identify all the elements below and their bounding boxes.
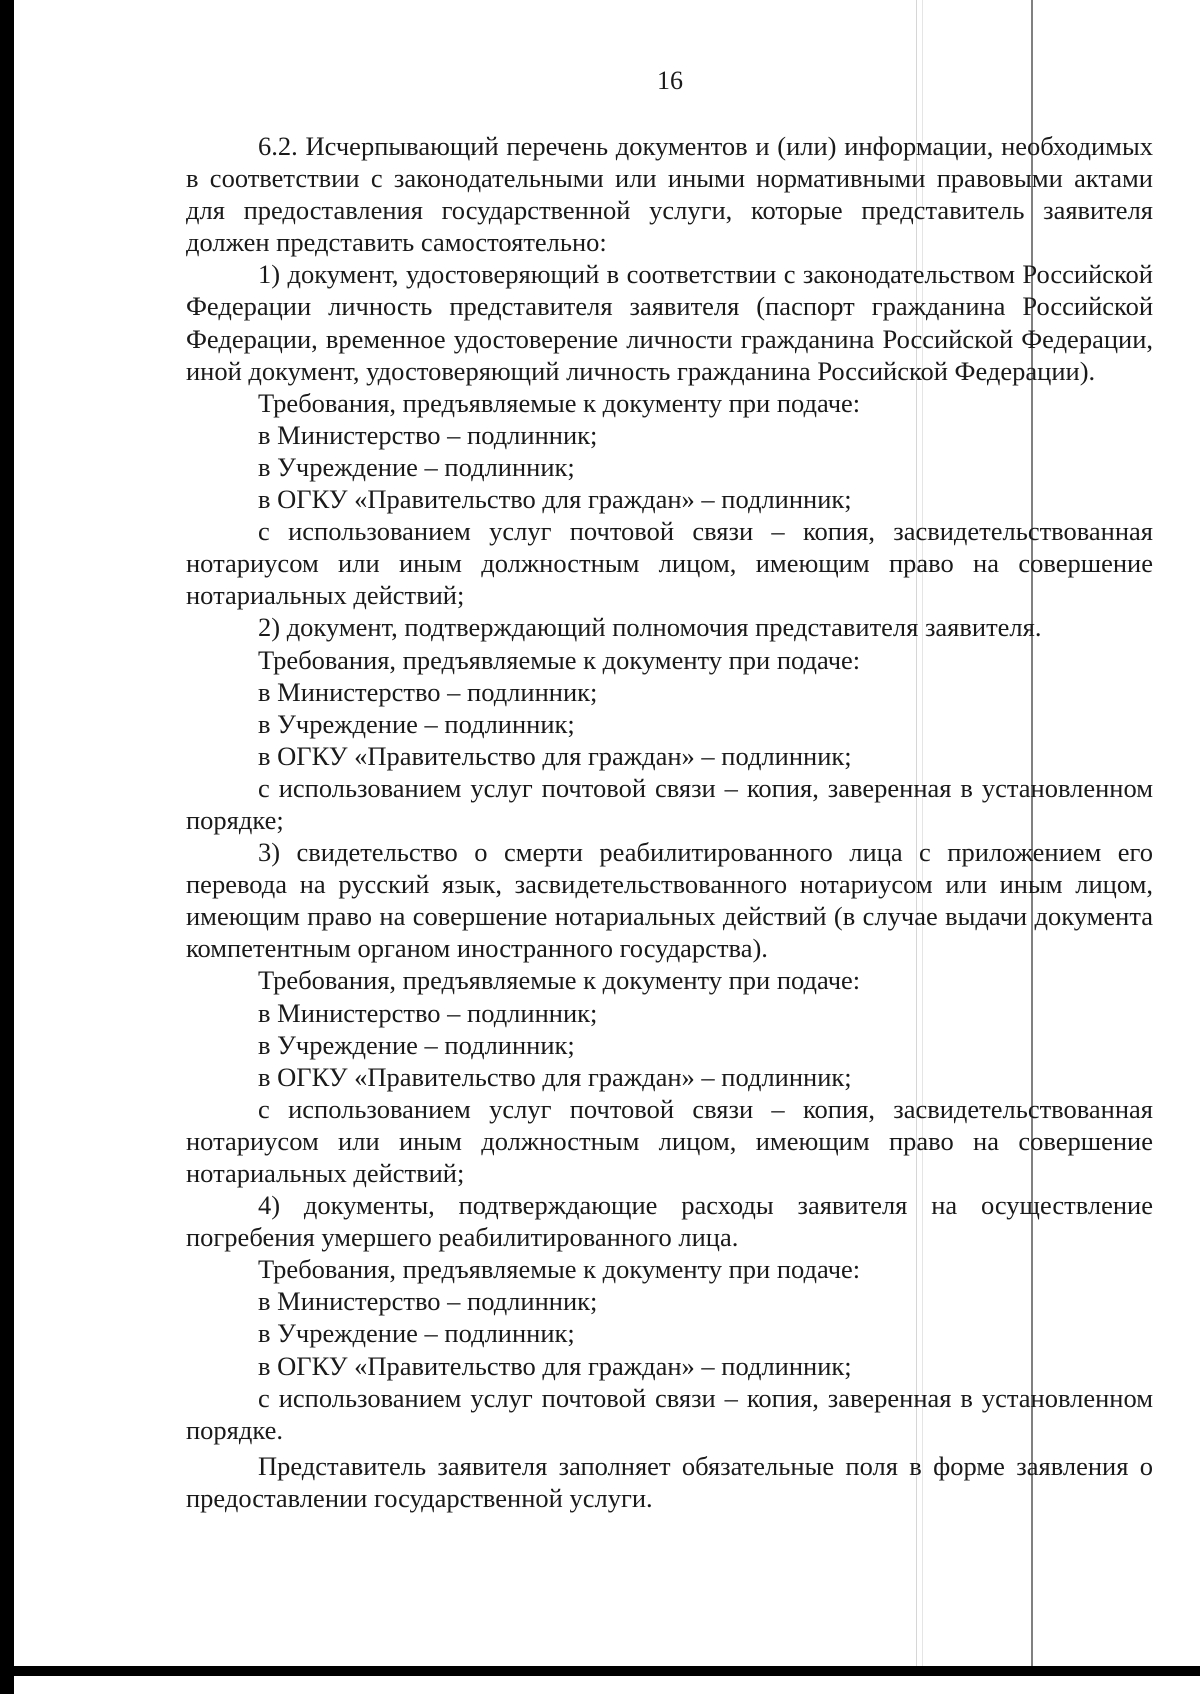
section-paragraph: 6.2. Исчерпывающий перечень документов и (или) информации, необходимых в соответствии с законодательными или иными нормативными правовыми актами для предоставления государственной услуги, которые представитель заявителя должен представить самостоятельно:: [186, 131, 1153, 258]
document-body: [186, 130, 1153, 1514]
requirement-line: с использованием услуг почтовой связи – копия, засвидетельствованная нотариусом или иным должностным лицом, имеющим право на совершение нотариальных действий;: [186, 1093, 1153, 1188]
requirement-line: в ОГКУ «Правительство для граждан» – подлинник;: [258, 1061, 852, 1092]
list-item-paragraph: 2) документ, подтверждающий полномочия представителя заявителя.: [258, 612, 1042, 643]
requirements-heading: Требования, предъявляемые к документу при подаче:: [258, 1254, 861, 1285]
requirement-line: в Учреждение – подлинник;: [258, 1029, 575, 1060]
requirement-line: в ОГКУ «Правительство для граждан» – подлинник;: [258, 740, 852, 771]
scan-border-bottom: [0, 1666, 1200, 1676]
requirements-heading: Требования, предъявляемые к документу при подаче:: [258, 387, 861, 418]
requirement-line: с использованием услуг почтовой связи – копия, засвидетельствованная нотариусом или иным должностным лицом, имеющим право на совершение нотариальных действий;: [186, 516, 1153, 611]
requirements-heading: Требования, предъявляемые к документу при подаче:: [258, 644, 861, 675]
requirement-line: в ОГКУ «Правительство для граждан» – подлинник;: [258, 484, 852, 515]
requirement-line: с использованием услуг почтовой связи – копия, заверенная в установленном порядке;: [186, 772, 1153, 835]
requirement-line: в Учреждение – подлинник;: [258, 1318, 575, 1349]
closing-paragraph: Представитель заявителя заполняет обязательные поля в форме заявления о предоставлении государственной услуги.: [186, 1450, 1153, 1513]
requirement-line: в Учреждение – подлинник;: [258, 708, 575, 739]
requirement-line: в ОГКУ «Правительство для граждан» – подлинник;: [258, 1350, 852, 1381]
page-number: 16: [657, 66, 683, 95]
list-item-paragraph: 1) документ, удостоверяющий в соответствии с законодательством Российской Федерации личность представителя заявителя (паспорт гражданина Российской Федерации, временное удостоверение личности гражданина Российской Федерации, иной документ, удостоверяющий личность гражданина Российской Федерации).: [186, 259, 1153, 386]
list-item-paragraph: 4) документы, подтверждающие расходы заявителя на осуществление погребения умершего реабилитированного лица.: [186, 1190, 1153, 1253]
requirement-line: с использованием услуг почтовой связи – копия, заверенная в установленном порядке.: [186, 1382, 1153, 1445]
scan-border-left: [0, 0, 14, 1694]
requirement-line: в Министерство – подлинник;: [258, 419, 598, 450]
requirement-line: в Министерство – подлинник;: [258, 1286, 598, 1317]
requirement-line: в Министерство – подлинник;: [258, 997, 598, 1028]
list-item-paragraph: 3) свидетельство о смерти реабилитированного лица с приложением его перевода на русский язык, засвидетельствованного нотариусом или иным лицом, имеющим право на совершение нотариальных действий (в случае выдачи документа компетентным органом иностранного государства).: [186, 837, 1153, 964]
requirement-line: в Учреждение – подлинник;: [258, 451, 575, 482]
requirement-line: в Министерство – подлинник;: [258, 676, 598, 707]
requirements-heading: Требования, предъявляемые к документу при подаче:: [258, 965, 861, 996]
